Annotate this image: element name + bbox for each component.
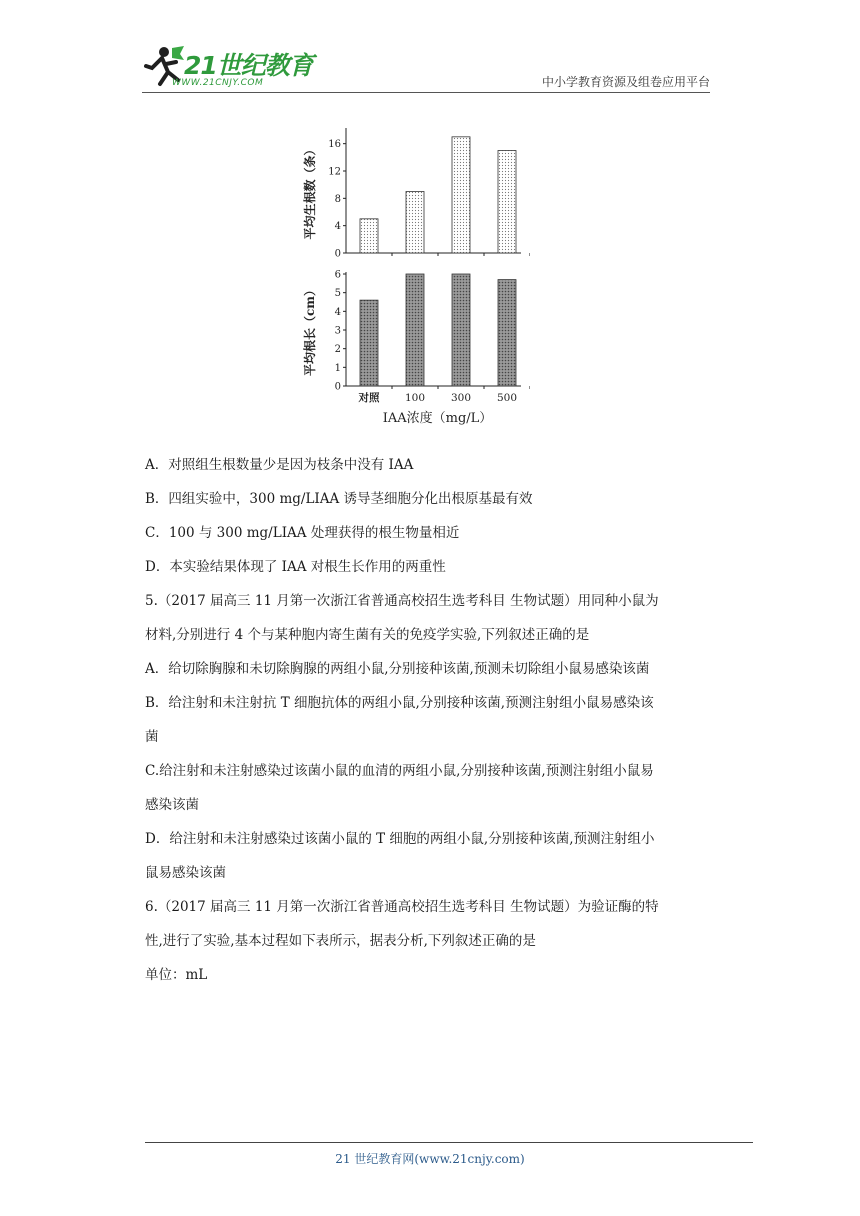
q4-option-d: D．本实验结果体现了 IAA 对根生长作用的两重性 xyxy=(145,559,446,575)
q5-stem-line1: 5.（2017 届高三 11 月第一次浙江省普通高校招生选考科目 生物试题）用同种小鼠为 xyxy=(145,593,659,609)
y-tick-label: 12 xyxy=(328,166,341,178)
q4-option-a: A．对照组生根数量少是因为枝条中没有 IAA xyxy=(145,457,414,473)
logo-text: 21世纪教育 xyxy=(184,51,313,80)
q4-option-c: C．100 与 300 mg/LIAA 处理获得的根生物量相近 xyxy=(145,525,460,541)
q4-option-b: B．四组实验中，300 mg/LIAA 诱导茎细胞分化出根原基最有效 xyxy=(145,491,533,507)
chart-root-count xyxy=(302,128,530,260)
y-tick-label: 4 xyxy=(334,221,341,233)
iaa-bar-charts xyxy=(300,122,530,432)
q5-option-b-line2: 菌 xyxy=(145,729,159,745)
q5-option-a: A．给切除胸腺和未切除胸腺的两组小鼠,分别接种该菌,预测未切除组小鼠易感染该菌 xyxy=(145,661,650,677)
q6-stem-line1: 6.（2017 届高三 11 月第一次浙江省普通高校招生选考科目 生物试题）为验证酶的特 xyxy=(145,899,659,915)
q5-option-c-line1: C.给注射和未注射感染过该菌小鼠的血清的两组小鼠,分别接种该菌,预测注射组小鼠易 xyxy=(145,763,654,779)
footer-site-text: 21 世纪教育网(www.21cnjy.com) xyxy=(335,1152,525,1166)
bar-500 xyxy=(498,280,516,386)
x-tick-label: 300 xyxy=(450,392,472,404)
header-platform-text: 中小学教育资源及组卷应用平台 xyxy=(541,75,710,89)
footer-divider xyxy=(145,1142,753,1143)
chart-root-length xyxy=(302,270,530,427)
y-tick-label: 6 xyxy=(334,269,341,281)
x-tick-label: 100 xyxy=(404,392,426,404)
bar-300 xyxy=(452,137,470,253)
bar-100 xyxy=(406,274,424,386)
bar-500 xyxy=(498,151,516,254)
q5-option-b-line1: B．给注射和未注射抗 T 细胞抗体的两组小鼠,分别接种该菌,预测注射组小鼠易感染该 xyxy=(145,695,654,711)
y-tick-label: 16 xyxy=(328,139,341,151)
logo-url: WWW.21CNJY.COM xyxy=(172,78,264,88)
q6-unit-label: 单位：mL xyxy=(145,967,208,983)
bar-对照 xyxy=(360,219,378,253)
x-axis-label: IAA浓度（mg/L） xyxy=(382,411,493,426)
header-divider xyxy=(142,92,710,93)
q6-stem-line2: 性,进行了实验,基本过程如下表所示，据表分析,下列叙述正确的是 xyxy=(145,933,536,949)
bar-100 xyxy=(406,192,424,254)
y-axis-label: 平均根长（cm） xyxy=(303,283,317,377)
x-tick-label: 对照 xyxy=(358,392,380,404)
q5-option-d-line2: 鼠易感染该菌 xyxy=(145,865,226,881)
iaa-figure xyxy=(300,122,530,432)
q5-stem-line2: 材料,分别进行 4 个与某种胞内寄生菌有关的免疫学实验,下列叙述正确的是 xyxy=(145,627,590,643)
x-tick-label: 500 xyxy=(496,392,518,404)
y-tick-label: 0 xyxy=(334,248,341,260)
q5-option-d-line1: D．给注射和未注射感染过该菌小鼠的 T 细胞的两组小鼠,分别接种该菌,预测注射组小 xyxy=(145,831,655,847)
y-tick-label: 2 xyxy=(334,344,341,356)
bar-对照 xyxy=(360,300,378,386)
y-tick-label: 0 xyxy=(334,381,341,393)
y-tick-label: 5 xyxy=(334,288,341,300)
y-axis-label: 平均生根数（条） xyxy=(303,143,317,240)
y-tick-label: 3 xyxy=(334,325,341,337)
bar-300 xyxy=(452,274,470,386)
y-tick-label: 8 xyxy=(334,193,341,205)
q5-option-c-line2: 感染该菌 xyxy=(145,797,199,813)
y-tick-label: 4 xyxy=(334,306,341,318)
site-logo xyxy=(142,44,312,92)
y-tick-label: 1 xyxy=(334,362,341,374)
